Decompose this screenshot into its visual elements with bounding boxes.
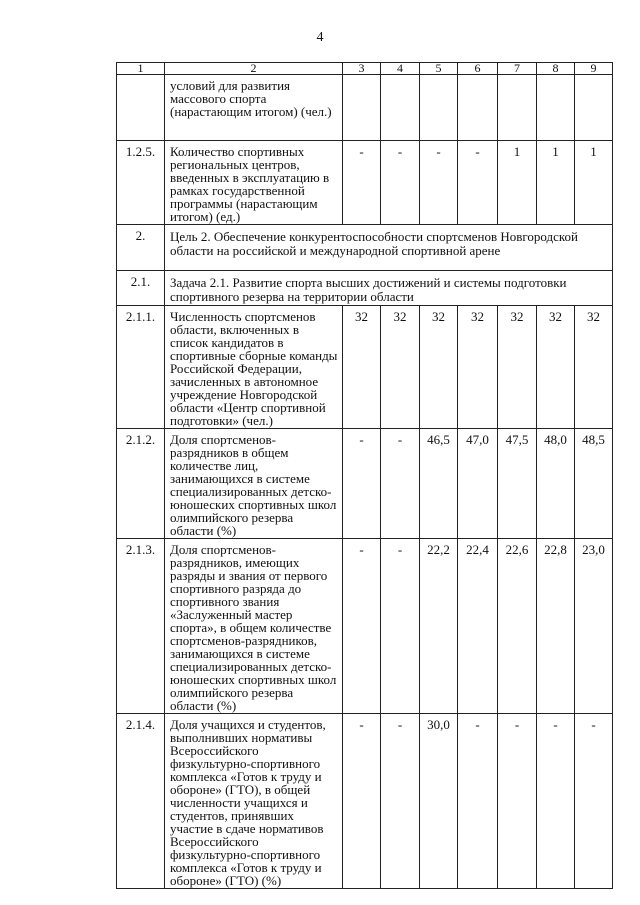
- row-number: [117, 75, 165, 141]
- value-cell: 48,5: [575, 429, 613, 539]
- row-number: 2.1.4.: [117, 714, 165, 889]
- table-row: [117, 539, 613, 714]
- value-cell: 1: [537, 141, 575, 225]
- value-cell: [381, 75, 420, 141]
- table-row: [117, 429, 613, 539]
- value-cell: 32: [458, 306, 498, 429]
- value-cell: -: [381, 141, 420, 225]
- value-cell: -: [575, 714, 613, 889]
- value-cell: -: [381, 539, 420, 714]
- row-number: 2.1.2.: [117, 429, 165, 539]
- header-cell: 4: [381, 63, 420, 75]
- header-cell: 1: [117, 63, 165, 75]
- indicator-text: Численность спортсменов области, включенных в список кандидатов в спортивные сборные команды Российской Федерации, зачисленных в автономное учреждение Новгородской области «Центр спортивной подготовки» (чел.): [165, 306, 343, 429]
- value-cell: 23,0: [575, 539, 613, 714]
- value-cell: 32: [575, 306, 613, 429]
- value-cell: -: [343, 539, 381, 714]
- value-cell: -: [498, 714, 537, 889]
- value-cell: [343, 75, 381, 141]
- value-cell: -: [381, 429, 420, 539]
- table-row: [117, 141, 613, 225]
- value-cell: 22,6: [498, 539, 537, 714]
- value-cell: 1: [575, 141, 613, 225]
- task-heading: Задача 2.1. Развитие спорта высших достижений и системы подготовки спортивного резерва на территории области: [165, 271, 613, 306]
- indicator-text: условий для развития массового спорта (нарастающим итогом) (чел.): [165, 75, 343, 141]
- row-number: 1.2.5.: [117, 141, 165, 225]
- value-cell: 22,8: [537, 539, 575, 714]
- value-cell: -: [343, 429, 381, 539]
- value-cell: 22,2: [420, 539, 458, 714]
- value-cell: -: [420, 141, 458, 225]
- row-number: 2.: [117, 225, 165, 271]
- value-cell: [498, 75, 537, 141]
- table-row: [117, 225, 613, 271]
- value-cell: 32: [420, 306, 458, 429]
- value-cell: 32: [537, 306, 575, 429]
- value-cell: 46,5: [420, 429, 458, 539]
- value-cell: 32: [343, 306, 381, 429]
- header-cell: 9: [575, 63, 613, 75]
- value-cell: 47,0: [458, 429, 498, 539]
- indicators-table: [116, 62, 613, 889]
- header-cell: 7: [498, 63, 537, 75]
- page-number: 4: [316, 30, 324, 45]
- value-cell: [420, 75, 458, 141]
- row-number: 2.1.1.: [117, 306, 165, 429]
- value-cell: -: [343, 141, 381, 225]
- value-cell: -: [458, 714, 498, 889]
- table-row: [117, 306, 613, 429]
- value-cell: [537, 75, 575, 141]
- indicator-text: Доля учащихся и студентов, выполнивших нормативы Всероссийского физкультурно-спортивного комплекса «Готов к труду и обороне» (ГТО), в общей численности учащихся и студентов, принявших участие в сдаче нормативов Всероссийского физкультурно-спортивного комплекса «Готов к труду и обороне» (ГТО) (%): [165, 714, 343, 889]
- value-cell: 32: [381, 306, 420, 429]
- indicator-text: Доля спортсменов-разрядников, имеющих разряды и звания от первого спортивного разряда до спортивного звания «Заслуженный мастер спорта», в общем количестве спортсменов-разрядников, занимающихся в системе специализированных детско-юношеских спортивных школ олимпийского резерва области (%): [165, 539, 343, 714]
- row-number: 2.1.: [117, 271, 165, 306]
- value-cell: [575, 75, 613, 141]
- table-row: [117, 75, 613, 141]
- value-cell: -: [343, 714, 381, 889]
- header-cell: 5: [420, 63, 458, 75]
- goal-heading: Цель 2. Обеспечение конкурентоспособности спортсменов Новгородской области на российской и международной спортивной арене: [165, 225, 613, 271]
- value-cell: -: [537, 714, 575, 889]
- indicator-text: Доля спортсменов-разрядников в общем количестве лиц, занимающихся в системе специализированных детско-юношеских спортивных школ олимпийского резерва области (%): [165, 429, 343, 539]
- value-cell: 1: [498, 141, 537, 225]
- value-cell: 22,4: [458, 539, 498, 714]
- table-header-row: [117, 63, 613, 75]
- value-cell: -: [458, 141, 498, 225]
- indicator-text: Количество спортивных региональных центров, введенных в эксплуатацию в рамках государственной программы (нарастающим итогом) (ед.): [165, 141, 343, 225]
- value-cell: 47,5: [498, 429, 537, 539]
- value-cell: [458, 75, 498, 141]
- value-cell: 48,0: [537, 429, 575, 539]
- row-number: 2.1.3.: [117, 539, 165, 714]
- header-cell: 2: [165, 63, 343, 75]
- table-row: [117, 271, 613, 306]
- value-cell: 30,0: [420, 714, 458, 889]
- table-row: [117, 714, 613, 889]
- value-cell: 32: [498, 306, 537, 429]
- header-cell: 6: [458, 63, 498, 75]
- header-cell: 3: [343, 63, 381, 75]
- header-cell: 8: [537, 63, 575, 75]
- value-cell: -: [381, 714, 420, 889]
